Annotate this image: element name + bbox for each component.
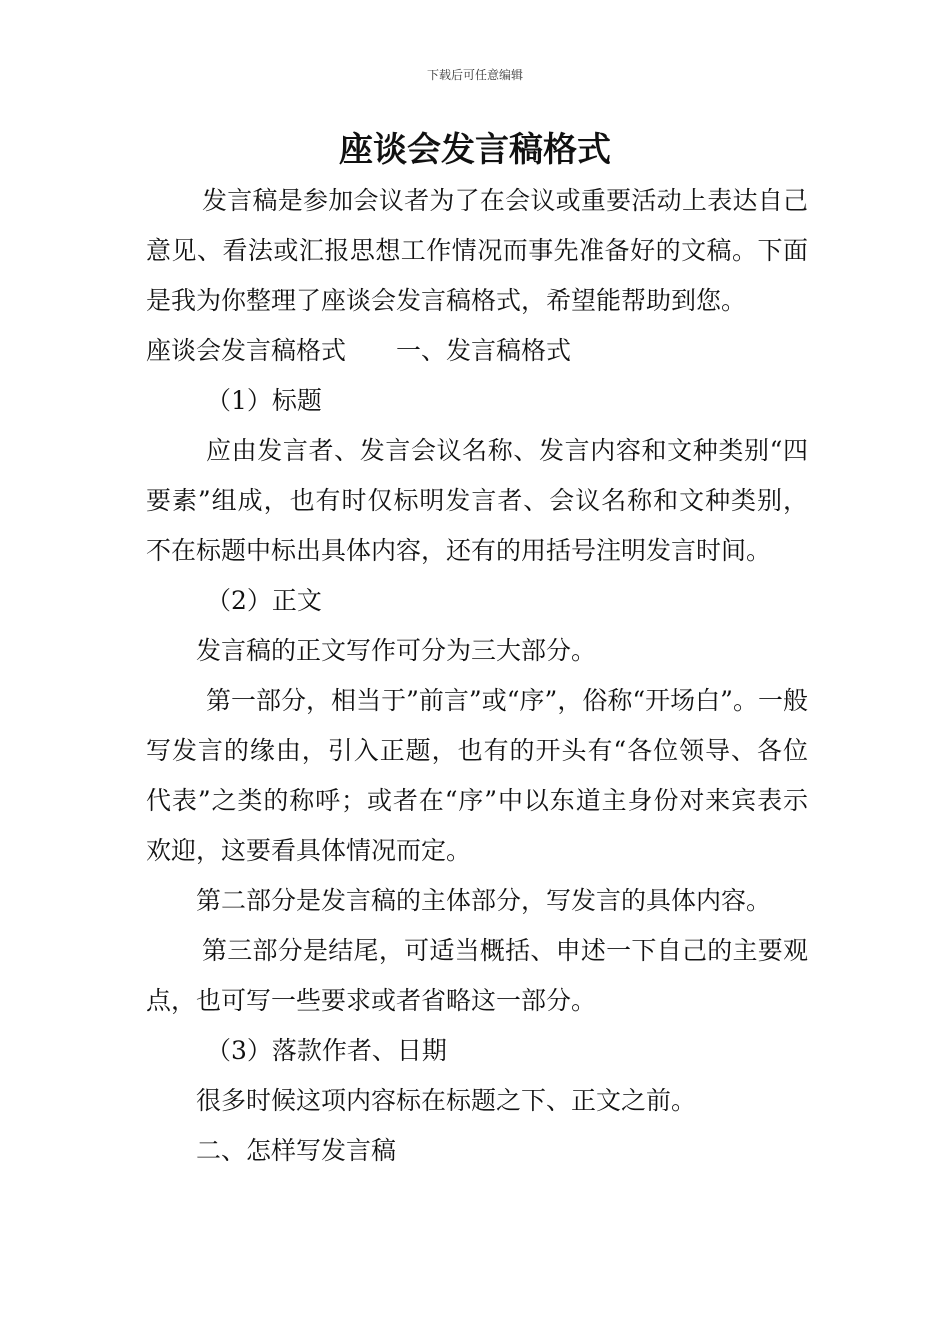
paragraph-signature-desc: 很多时候这项内容标在标题之下、正文之前。 xyxy=(196,1086,697,1115)
paragraph-part-two: 第二部分是发言稿的主体部分，写发言的具体内容。 xyxy=(196,886,772,915)
document-body xyxy=(146,176,808,1176)
paragraph-title-desc: 应由发言者、发言会议名称、发言内容和文种类别“四要素”组成，也有时仅标明发言者、会议名称和文种类别，不在标题中标出具体内容，还有的用括号注明发言时间。 xyxy=(146,436,808,565)
subheading-title: （1）标题 xyxy=(206,386,322,415)
paragraph-part-one: 第一部分，相当于”前言”或“序”，俗称“开场白”。一般写发言的缘由，引入正题，也有的开头有“各位领导、各位代表”之类的称呼；或者在“序”中以东道主身份对来宾表示欢迎，这要看具体情况而定。 xyxy=(146,686,808,865)
paragraph-part-three: 第三部分是结尾，可适当概括、申述一下自己的主要观点，也可写一些要求或者省略这一部分。 xyxy=(146,936,808,1015)
paragraph-intro: 发言稿是参加会议者为了在会议或重要活动上表达自己意见、看法或汇报思想工作情况而事先准备好的文稿。下面是我为你整理了座谈会发言稿格式，希望能帮助到您。 xyxy=(146,186,808,315)
subheading-signature: （3）落款作者、日期 xyxy=(206,1036,447,1065)
paragraph-body-intro: 发言稿的正文写作可分为三大部分。 xyxy=(196,636,597,665)
subheading-body: （2）正文 xyxy=(206,586,322,615)
page-header-note: 下载后可任意编辑 xyxy=(426,68,523,82)
section-heading-how-to-write: 二、怎样写发言稿 xyxy=(196,1136,397,1165)
section-heading-format: 座谈会发言稿格式 一、发言稿格式 xyxy=(146,336,572,365)
document-title: 座谈会发言稿格式 xyxy=(339,130,611,170)
